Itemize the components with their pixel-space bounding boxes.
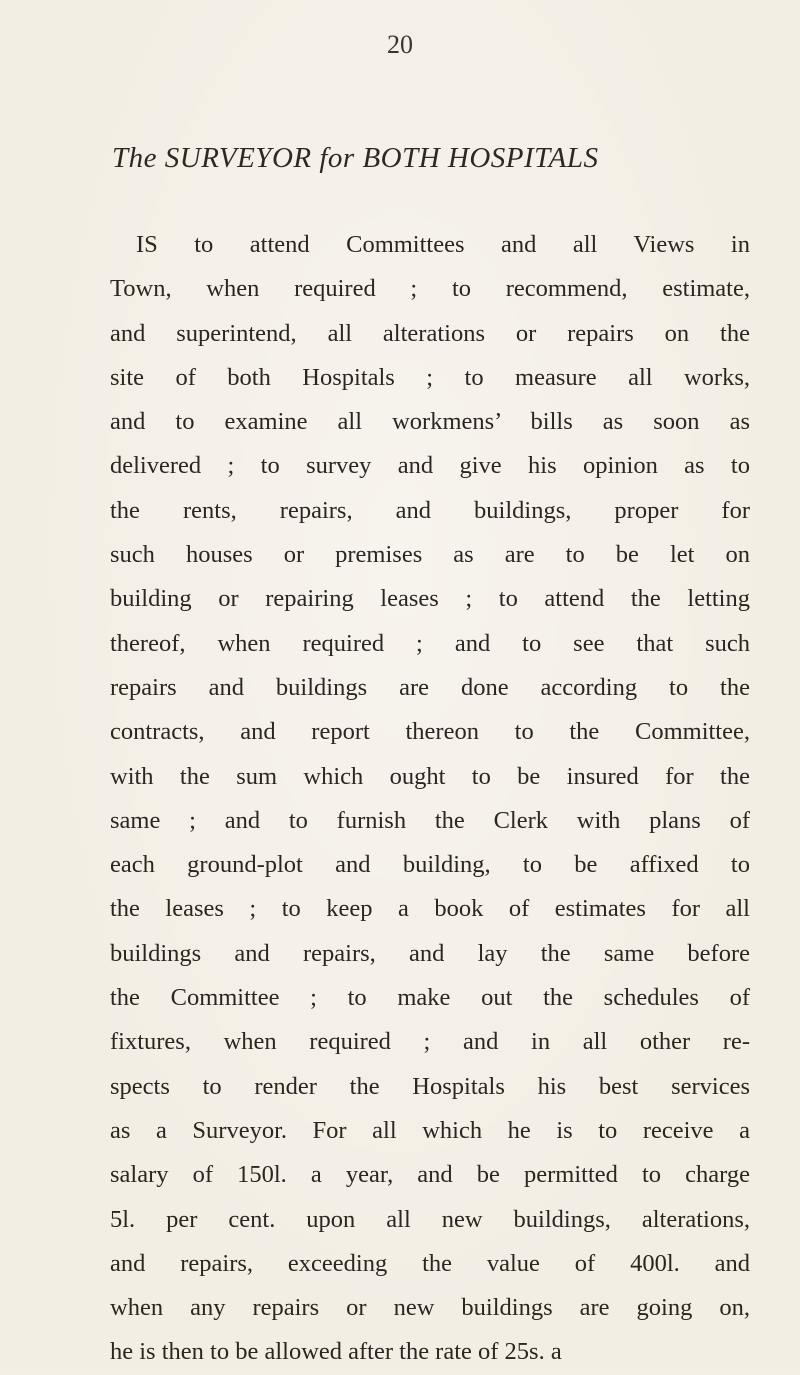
text-line: Town, when required ; to recommend, estimate, bbox=[110, 275, 750, 303]
text-line: spects to render the Hospitals his best services bbox=[110, 1072, 750, 1100]
text-line: and to examine all workmens’ bills as soon as bbox=[110, 408, 750, 436]
text-line: the Committee ; to make out the schedules of bbox=[110, 984, 750, 1012]
text-line: when any repairs or new buildings are going on, bbox=[110, 1294, 750, 1322]
section-heading: The SURVEYOR for BOTH HOSPITALS bbox=[112, 142, 599, 174]
text-line: and repairs, exceeding the value of 400l. and bbox=[110, 1249, 750, 1277]
text-line: and superintend, all alterations or repairs on the bbox=[110, 319, 750, 347]
text-line: the leases ; to keep a book of estimates for all bbox=[110, 895, 750, 923]
text-line: IS to attend Committees and all Views in bbox=[136, 231, 750, 258]
text-line: delivered ; to survey and give his opinion as to bbox=[110, 452, 750, 480]
text-line: fixtures, when required ; and in all other re- bbox=[110, 1028, 750, 1056]
text-line: thereof, when required ; and to see that such bbox=[110, 629, 750, 657]
text-line: salary of 150l. a year, and be permitted to charge bbox=[110, 1161, 750, 1189]
text-line: the rents, repairs, and buildings, proper for bbox=[110, 496, 750, 524]
text-line: as a Surveyor. For all which he is to receive a bbox=[110, 1116, 750, 1144]
text-line: same ; and to furnish the Clerk with plans of bbox=[110, 806, 750, 834]
text-line: with the sum which ought to be insured for the bbox=[110, 762, 750, 790]
text-line: buildings and repairs, and lay the same before bbox=[110, 939, 750, 967]
text-line: each ground-plot and building, to be affixed to bbox=[110, 851, 750, 879]
text-line: contracts, and report thereon to the Committee, bbox=[110, 718, 750, 746]
page-number: 20 bbox=[387, 30, 413, 59]
text-line: building or repairing leases ; to attend the letting bbox=[110, 585, 750, 613]
text-line: repairs and buildings are done according to the bbox=[110, 673, 750, 701]
text-line: such houses or premises as are to be let on bbox=[110, 541, 750, 569]
text-line: 5l. per cent. upon all new buildings, alterations, bbox=[110, 1205, 750, 1233]
text-line: site of both Hospitals ; to measure all works, bbox=[110, 363, 750, 391]
body-text bbox=[110, 223, 750, 1375]
text-line: he is then to be allowed after the rate of 25s. a bbox=[110, 1338, 562, 1366]
